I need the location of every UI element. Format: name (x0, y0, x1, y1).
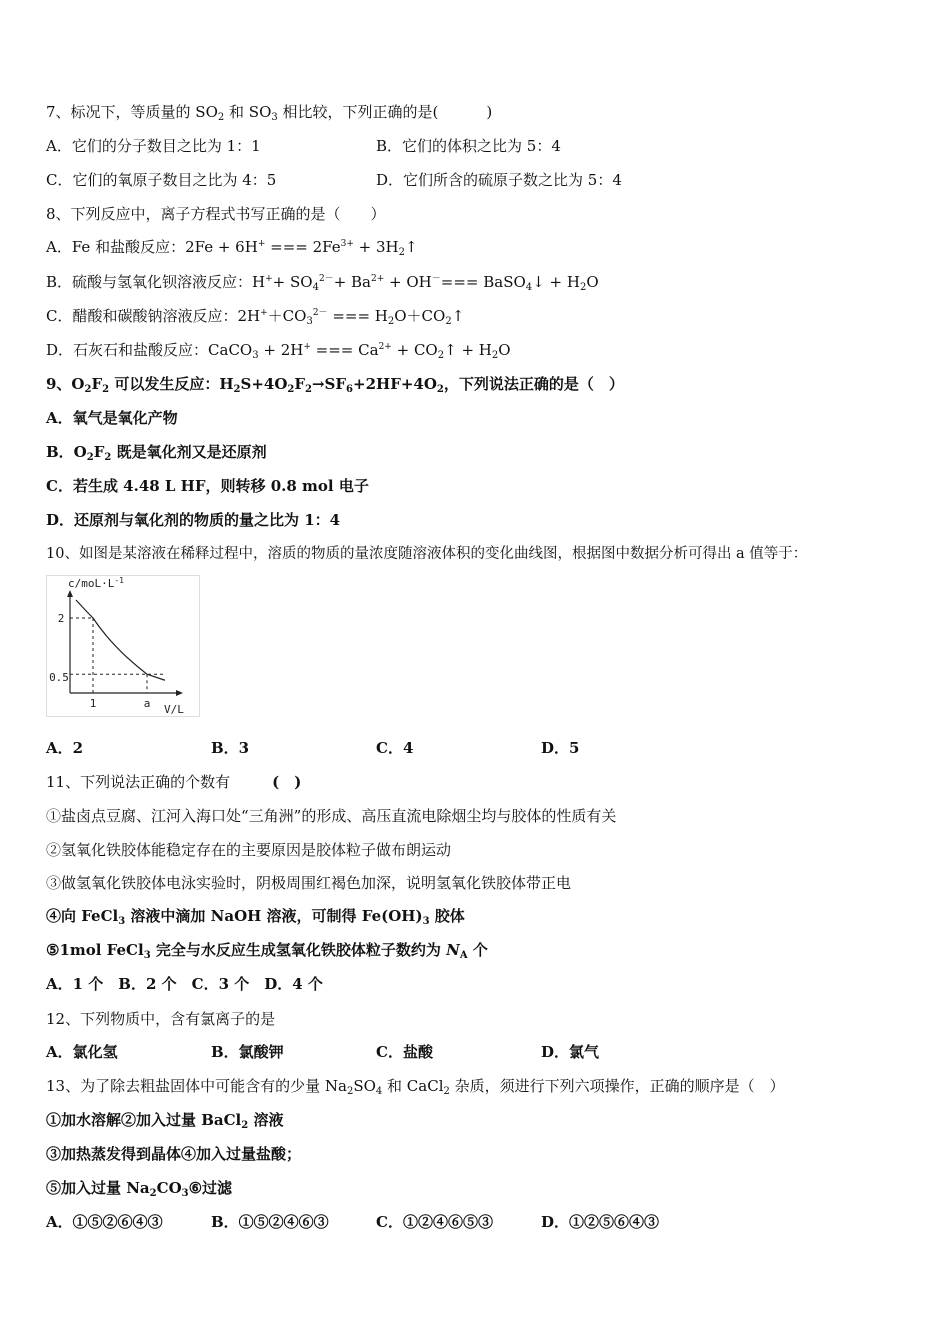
q9-option-a: A．氧气是氧化产物 (46, 409, 178, 427)
q9-option-b: B．$O_2F_2$ 既是氧化剂又是还原剂 (46, 443, 267, 463)
q10-option-c: C．4 (376, 739, 414, 757)
q13-option-a: A．①⑤②⑥④③ (46, 1213, 163, 1231)
q11-options: A．1 个 B．2 个 C．3 个 D．4 个 (46, 975, 323, 993)
q7-option-d: D．它们所含的硫原子数之比为 5：4 (376, 171, 622, 189)
q13-step-line-3: ⑤加入过量 $Na_2CO_3⑥$过滤 (46, 1179, 233, 1199)
q10-option-a: A．2 (46, 739, 84, 757)
y-axis-label: $c/moL\cdot L^{-1}$ (68, 576, 124, 590)
q13-option-c: C．①②④⑥⑤③ (376, 1213, 493, 1231)
q12-option-a: A．氯化氢 (46, 1043, 118, 1061)
x-axis-label: V/L (164, 703, 184, 716)
dilution-curve (76, 600, 165, 680)
q11-statement-5: ⑤1mol FeCl$_3$ 完全与水反应生成氢氧化铁胶体粒子数约为 $N_A$ 个 (46, 941, 488, 961)
y-axis-arrow (67, 590, 73, 597)
q10-stem: 10、如图是某溶液在稀释过程中，溶质的物质的量浓度随溶液体积的变化曲线图，根据图中数据分析可得出 a 值等于： (46, 546, 808, 562)
q11-statement-2: ②氢氧化铁胶体能稳定存在的主要原因是胶体粒子做布朗运动 (46, 841, 452, 859)
q8-option-c: C．醋酸和碳酸钠溶液反应：$2H^++CO_3^{2-}$ === $H_2O+CO_2↑$ (46, 307, 465, 327)
x-axis-arrow (176, 690, 183, 696)
q8-stem: 8、下列反应中，离子方程式书写正确的是（ ） (46, 205, 386, 223)
q11-statement-1: ①盐卤点豆腐、江河入海口处“三角洲”的形成、高压直流电除烟尘均与胶体的性质有关 (46, 807, 617, 825)
q11-statement-4: ④向 FeCl$_3$ 溶液中滴加 NaOH 溶液，可制得 $Fe(OH)_3$ 胶体 (46, 907, 465, 927)
q10-option-b: B．3 (211, 739, 250, 757)
q7-option-b: B．它们的体积之比为 5：4 (376, 137, 561, 155)
q9-stem: 9、$O_2F_2$ 可以发生反应：$H_2S+4O_2F_2\to SF_6+2HF+4O_2$，下列说法正确的是（ ） (46, 375, 624, 395)
q9-option-c: C．若生成 4.48 L HF，则转移 0.8 mol 电子 (46, 477, 369, 495)
q11-statement-3: ③做氢氧化铁胶体电泳实验时，阴极周围红褐色加深，说明氢氧化铁胶体带正电 (46, 874, 572, 892)
q7-stem: 7、标况下，等质量的 $SO_2$ 和 $SO_3$ 相比较，下列正确的是( ) (46, 103, 493, 123)
q13-step-line-1: ①加水溶解②加入过量 BaCl$_2$ 溶液 (46, 1111, 284, 1131)
x-tick-1: 1 (89, 697, 97, 710)
q12-option-b: B．氯酸钾 (211, 1043, 284, 1061)
q13-step-line-2: ③加热蒸发得到晶体④加入过量盐酸； (46, 1145, 302, 1163)
q12-option-c: C．盐酸 (376, 1043, 433, 1061)
y-tick-2: 2 (57, 612, 65, 625)
q8-option-d: D．石灰石和盐酸反应：CaCO$_3$ + 2H+ === $Ca^{2+}$ + $CO_2↑ + H_2O$ (46, 341, 511, 361)
q8-option-b: B．硫酸与氢氧化钡溶液反应：$H^++ SO_4^{2-}+ Ba^{2+} + OH^-===$ BaSO$_4$↓ + $H_2O$ (46, 273, 599, 293)
q11-stem: 11、下列说法正确的个数有 ( ) (46, 773, 302, 791)
q8-option-a: A．Fe 和盐酸反应：2Fe + 6H+ === $2Fe^{3+}$ + $3H_2↑$ (46, 238, 418, 258)
q10-concentration-volume-graph (46, 575, 200, 717)
q9-option-d: D．还原剂与氧化剂的物质的量之比为 1：4 (46, 511, 341, 529)
q7-option-a: A．它们的分子数目之比为 1：1 (46, 137, 261, 155)
q13-option-b: B．①⑤②④⑥③ (211, 1213, 329, 1231)
q7-option-c: C．它们的氧原子数目之比为 4：5 (46, 171, 277, 189)
q10-option-d: D．5 (541, 739, 580, 757)
q12-stem: 12、下列物质中，含有氯离子的是 (46, 1010, 276, 1028)
q13-stem: 13、为了除去粗盐固体中可能含有的少量 $Na_2SO_4$ 和 CaCl$_2$ 杂质，须进行下列六项操作，正确的顺序是（ ） (46, 1077, 785, 1097)
q12-option-d: D．氯气 (541, 1043, 600, 1061)
x-tick-a: a (143, 697, 151, 710)
q13-option-d: D．①②⑤⑥④③ (541, 1213, 660, 1231)
y-tick-0-5: 0.5 (49, 671, 69, 684)
